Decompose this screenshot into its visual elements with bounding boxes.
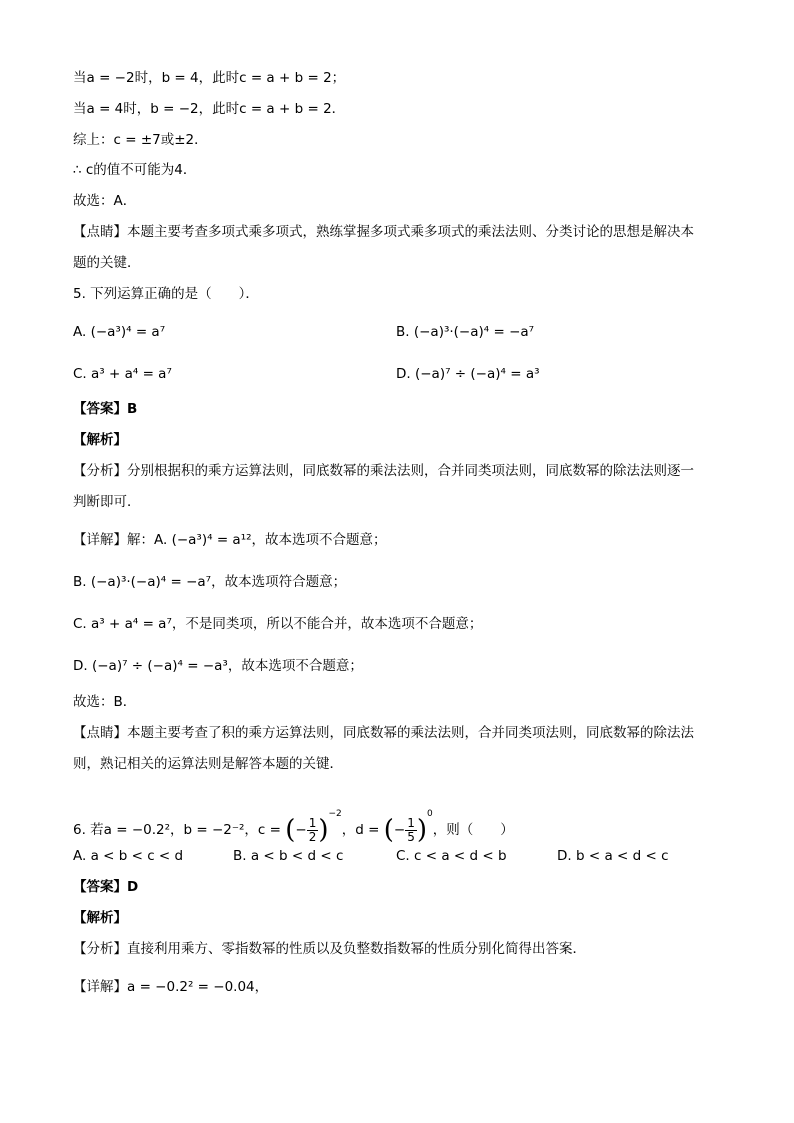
question-5-stem: 5. 下列运算正确的是（ ）． [73,286,259,302]
question-6-option-d: D. b < a < d < c [557,848,669,864]
q6-prefix: 6. 若a = −0.2²，b = −2⁻²，c = [73,822,286,838]
detail-line: 【详解】解：A. (−a³)⁴ = a¹²，故本选项不合题意； [73,532,387,548]
c-fraction: $\frac{1}{2}$ [308,815,317,844]
question-6-stem: 6. 若a = −0.2²，b = −2⁻²，c = (− $\frac{1}{2}$ )$^{-2}$，d = (− $\frac{1}{5}$ )$^0$，则（ ） [73,809,514,845]
c-sign: − [295,822,307,838]
d-exponent: 0 [427,809,433,819]
d-sign: − [393,822,406,838]
analysis-line: 【分析】直接利用乘方、零指数幂的性质以及负整数指数幂的性质分别化简得出答案． [73,941,586,957]
point-note-line: 【点睛】本题主要考查多项式乘多项式，熟练掌握多项式乘多项式的乘法法则、分类讨论的思想是解决本 [73,224,694,240]
text-line: 综上：c = ±7或±2． [73,132,208,148]
analysis-line: 判断即可． [73,494,141,510]
answer-label: 【答案】B [73,401,138,417]
question-5-option-a: A. (−a³)⁴ = a⁷ [73,324,166,340]
c-exponent: −2 [328,809,342,819]
question-5-option-d: D. (−a)⁷ ÷ (−a)⁴ = a³ [396,366,540,382]
detail-line: B. (−a)³·(−a)⁴ = −a⁷，故本选项符合题意； [73,574,347,590]
question-6-option-c: C. c < a < d < b [396,848,507,864]
point-note-line: 则，熟记相关的运算法则是解答本题的关键． [73,756,343,772]
q6-suffix: ，则（ ） [432,822,514,838]
text-line: 当a = −2时，b = 4，此时c = a + b = 2； [73,70,346,86]
text-line: ∴ c的值不可能为4． [73,162,197,178]
d-fraction: $\frac{1}{5}$ [407,815,415,844]
question-6-option-b: B. a < b < d < c [233,848,344,864]
detail-line: C. a³ + a⁴ = a⁷，不是同类项，所以不能合并，故本选项不合题意； [73,616,483,632]
question-5-option-b: B. (−a)³·(−a)⁴ = −a⁷ [396,324,535,340]
question-6-option-a: A. a < b < c < d [73,848,184,864]
text-line: 当a = 4时，b = −2，此时c = a + b = 2． [73,101,346,117]
detail-line: 【详解】a = −0.2² = −0.04， [73,979,269,995]
point-note-line: 【点睛】本题主要考查了积的乘方运算法则，同底数幂的乘法法则，合并同类项法则，同底数幂的除法法 [73,725,694,741]
detail-line: D. (−a)⁷ ÷ (−a)⁴ = −a³，故本选项不合题意； [73,658,363,674]
q6-middle: ，d = [341,822,384,838]
analysis-label: 【解析】 [73,910,127,926]
analysis-label: 【解析】 [73,432,127,448]
text-line: 故选：B． [73,694,137,710]
question-5-option-c: C. a³ + a⁴ = a⁷ [73,366,172,382]
point-note-line: 题的关键． [73,255,141,271]
answer-label: 【答案】D [73,879,139,895]
analysis-line: 【分析】分别根据积的乘方运算法则，同底数幂的乘法法则，合并同类项法则，同底数幂的除法法则逐一 [73,463,694,479]
text-line: 故选：A． [73,193,137,209]
